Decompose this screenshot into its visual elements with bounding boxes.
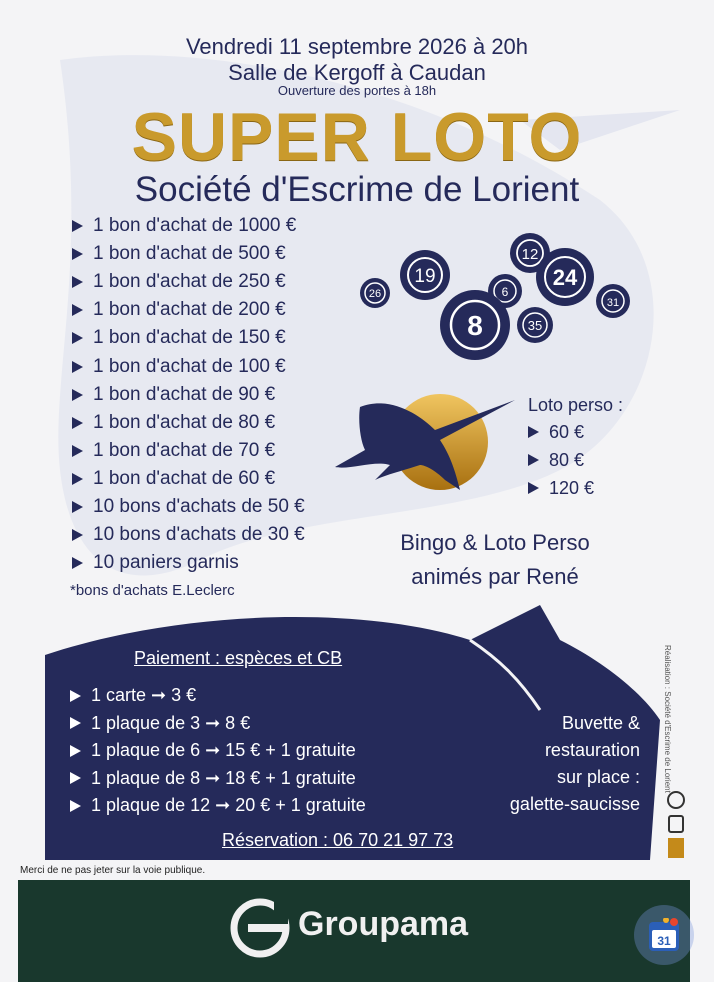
list-item: 1 bon d'achat de 100 € [72,352,305,380]
loto-perso-list [528,418,594,502]
disposal-notice: Merci de ne pas jeter sur la voie publique. [20,865,206,876]
arrow-icon [72,332,83,344]
arrow-icon [528,454,539,466]
reservation-phone: Réservation : 06 70 21 97 73 [222,830,454,850]
bingo-line-1: Bingo & Loto Perso [400,530,590,555]
tariff-list [70,682,366,820]
arrow-icon [72,417,83,429]
arrow-icon [72,529,83,541]
svg-text:31: 31 [606,297,620,309]
list-item: 80 € [528,446,594,474]
calendar-icon [648,918,680,952]
list-item: 1 bon d'achat de 90 € [72,381,305,409]
bingo-announcement [360,526,630,594]
lottery-ball [536,248,594,306]
arrow-icon [72,389,83,401]
svg-text:12: 12 [521,246,539,263]
svg-text:35: 35 [527,318,543,333]
svg-text:6: 6 [501,285,509,299]
list-item: 1 bon d'achat de 80 € [72,409,305,437]
bingo-line-2: animés par René [411,564,579,589]
svg-text:19: 19 [414,266,436,287]
list-item: 1 bon d'achat de 500 € [72,240,305,268]
list-item: 10 paniers garnis [72,549,305,577]
arrow-icon [70,772,81,784]
organizer-name: Société d'Escrime de Lorient [134,170,580,209]
event-date: Vendredi 11 septembre 2026 à 20h [185,34,529,59]
list-item: 1 plaque de 12 ➞ 20 € + 1 gratuite [70,792,366,820]
list-item: 10 bons d'achats de 30 € [72,521,305,549]
recycling-icons [664,790,688,860]
doors-opening: Ouverture des portes à 18h [277,83,437,98]
list-item: 1 plaque de 8 ➞ 18 € + 1 gratuite [70,765,366,793]
poster-title: SUPER LOTO [131,99,583,175]
lottery-ball [440,290,510,360]
list-item: 10 bons d'achats de 50 € [72,493,305,521]
event-venue: Salle de Kergoff à Caudan [228,60,486,85]
arrow-icon [72,473,83,485]
list-item: 1 plaque de 6 ➞ 15 € + 1 gratuite [70,737,366,765]
lottery-ball [360,278,390,308]
svg-text:8: 8 [467,310,483,341]
arrow-icon [70,745,81,757]
loto-perso-title: Loto perso : [528,395,624,415]
list-item: 60 € [528,418,594,446]
svg-text:26: 26 [368,288,382,300]
svg-text:31: 31 [657,934,671,948]
arrow-icon [72,445,83,457]
list-item: 1 bon d'achat de 1000 € [72,212,305,240]
prize-list [72,212,305,577]
list-item: 1 bon d'achat de 200 € [72,296,305,324]
arrow-icon [72,248,83,260]
list-item: 1 carte ➞ 3 € [70,682,366,710]
side-credit: Réalisation : Société d'Escrime de Lorient [663,645,672,793]
arrow-icon [70,690,81,702]
list-item: 1 bon d'achat de 150 € [72,324,305,352]
sponsor-name: Groupama [298,905,469,943]
calendar-badge [634,905,694,965]
lottery-ball [596,284,630,318]
groupama-logo-icon [230,898,290,958]
svg-text:24: 24 [552,265,578,290]
list-item: 120 € [528,474,594,502]
lottery-ball [400,250,450,300]
arrow-icon [72,361,83,373]
list-item: 1 plaque de 3 ➞ 8 € [70,710,366,738]
arrow-icon [70,717,81,729]
arrow-icon [72,501,83,513]
arrow-icon [72,304,83,316]
lottery-ball [517,307,553,343]
arrow-icon [528,426,539,438]
prize-footnote: *bons d'achats E.Leclerc [70,582,235,599]
arrow-icon [72,557,83,569]
buvette-info: Buvette & restauration sur place : galette-saucisse [509,713,640,814]
list-item: 1 bon d'achat de 250 € [72,268,305,296]
lottery-balls-illustration [355,225,635,360]
arrow-icon [72,276,83,288]
arrow-icon [528,482,539,494]
arrow-icon [70,800,81,812]
arrow-icon [72,220,83,232]
payment-title: Paiement : espèces et CB [134,648,343,668]
list-item: 1 bon d'achat de 60 € [72,465,305,493]
list-item: 1 bon d'achat de 70 € [72,437,305,465]
swordfish-logo [330,385,525,500]
